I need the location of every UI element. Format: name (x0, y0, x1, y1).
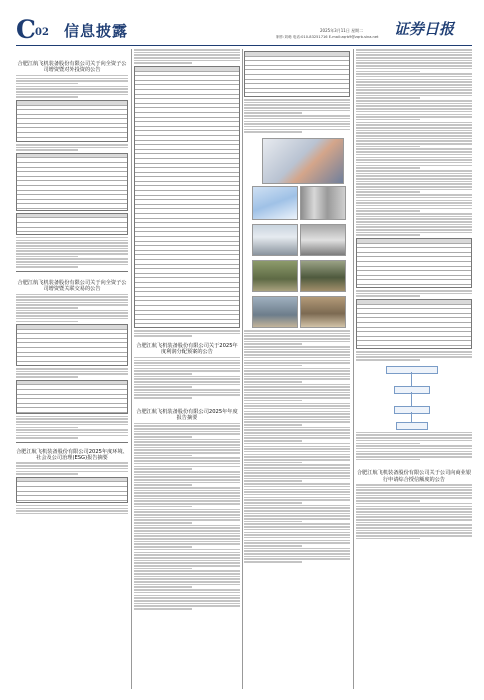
chart-node (396, 422, 428, 430)
cylinder-photo (300, 186, 346, 220)
chart-connector (411, 372, 412, 386)
section-letter: C (16, 15, 36, 44)
column-3 (244, 49, 350, 689)
column-divider (131, 49, 132, 689)
ship-photo (252, 296, 298, 328)
data-table (16, 477, 128, 503)
data-table (244, 51, 350, 97)
data-table (16, 153, 128, 211)
chart-node (394, 386, 430, 394)
org-chart (356, 362, 472, 432)
data-table (356, 299, 472, 349)
masthead-rule (16, 45, 472, 46)
data-table (134, 66, 240, 328)
masthead (0, 0, 484, 44)
data-table (16, 380, 128, 414)
column-divider (353, 49, 354, 689)
chart-connector (411, 392, 412, 406)
article-headline: 合肥江航飞机装备股份有限公司关于向全资子公司增资暨对外投资的公告 (17, 61, 127, 74)
article-headline: 合肥江航飞机装备股份有限公司关于2025年度利润分配预案的公告 (136, 343, 238, 356)
data-table (16, 324, 128, 366)
product-images (244, 134, 350, 330)
vehicle-photo (300, 260, 346, 292)
article-headline: 合肥江航飞机装备股份有限公司关于公司向商业银行申请综合授信额度的公告 (356, 470, 472, 483)
column-4 (356, 49, 472, 689)
data-table (16, 213, 128, 235)
article-headline: 合肥江航飞机装备股份有限公司2025年度环境、社会及公司治理(ESG)报告摘要 (16, 448, 128, 462)
equipment-photo (262, 138, 344, 184)
column-2 (134, 49, 240, 689)
chart-connector (411, 412, 412, 422)
diagram-photo (252, 186, 298, 220)
aircraft-photo (252, 224, 298, 256)
chart-node (394, 406, 430, 414)
editor-line: 制作:刘萌 电话:010-83251716 E-mail:zqrb9@zqrb.sina.net (276, 35, 379, 39)
section-number: 02 (35, 27, 49, 38)
equipment-photo (300, 296, 346, 328)
newspaper-logo: 证券日报 (394, 20, 455, 38)
chart-node (386, 366, 438, 374)
data-table (16, 100, 128, 142)
data-table (356, 238, 472, 288)
article-headline: 合肥江航飞机装备股份有限公司关于向全资子公司增资暨关联交易的公告 (17, 279, 127, 293)
section-title: 信息披露 (64, 22, 129, 40)
column-1 (16, 49, 128, 689)
column-divider (242, 49, 243, 689)
parts-photo (300, 224, 346, 256)
vehicle-photo (252, 260, 298, 292)
article-headline: 合肥江航飞机装备股份有限公司2025年年度报告摘要 (136, 408, 238, 422)
issue-date: 2025年3月11日 星期二 (320, 28, 364, 33)
